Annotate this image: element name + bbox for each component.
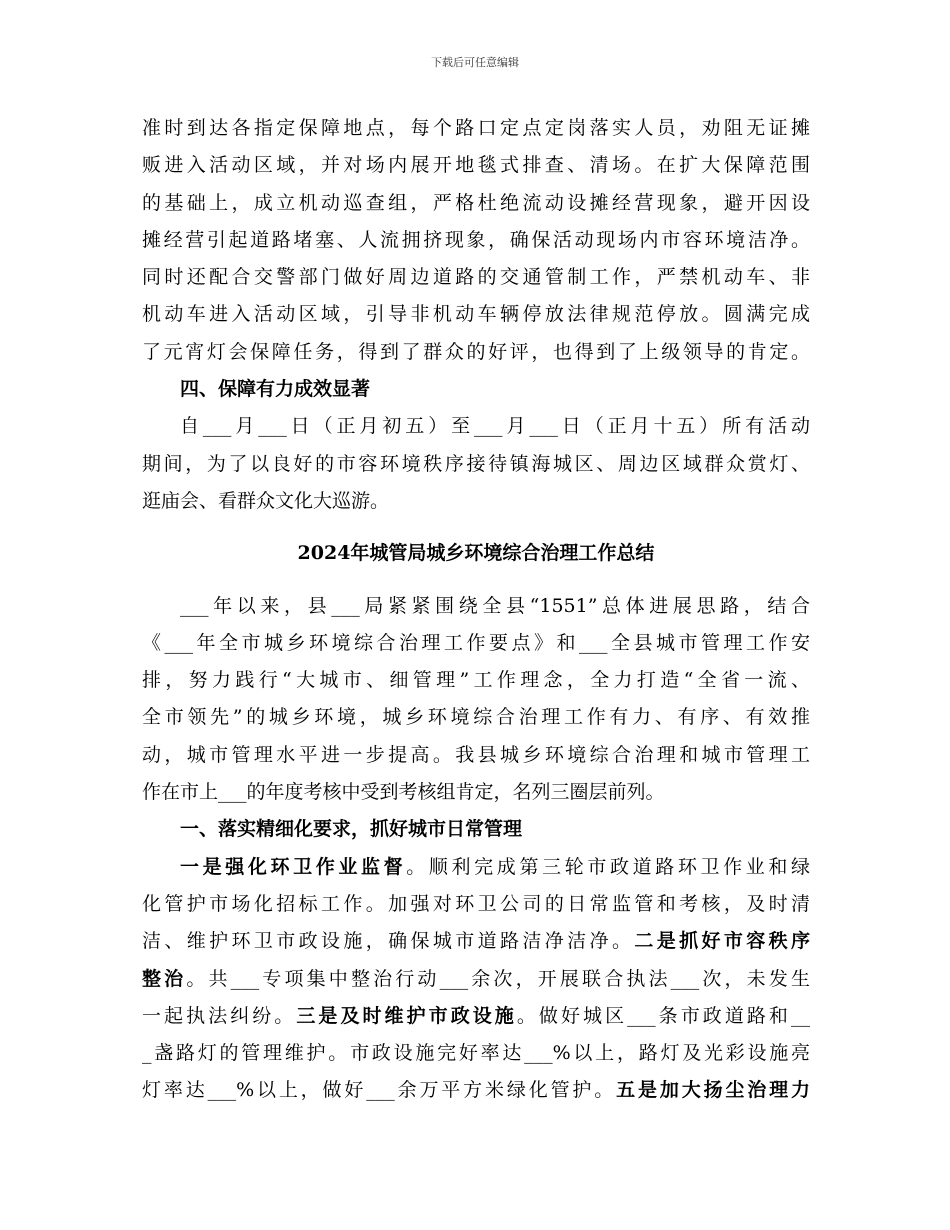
paragraph-daily-management: [142, 849, 810, 1110]
text-span: 。做好城区___条市政道路和__: [516, 1004, 810, 1027]
text-span: 灯率达___%以上，做好___余万平方米绿化管护。: [142, 1079, 617, 1102]
text-span: 洁、维护环卫市政设施，确保城市道路洁净洁净。: [142, 930, 635, 953]
bold-phrase: 一是强化环卫作业监督: [180, 855, 407, 878]
section-heading-one: 一、落实精细化要求，抓好城市日常管理: [180, 818, 523, 841]
text-line: 化管护市场化招标工作。加强对环卫公司的日常监管和考核，及时清: [142, 892, 810, 915]
text-line: 了元宵灯会保障任务，得到了群众的好评，也得到了上级领导的肯定。: [142, 340, 810, 363]
text-span: 一起执法纠纷。: [142, 1004, 297, 1027]
text-line: 动，城市管理水平进一步提高。我县城乡环境综合治理和城市管理工: [142, 743, 810, 766]
text-line: 排，努力践行“大城市、细管理”工作理念，全力打造“全省一流、: [142, 669, 810, 692]
text-line: _盏路灯的管理维护。市政设施完好率达___%以上，路灯及光彩设施亮: [142, 1042, 810, 1065]
paragraph-intro: [142, 588, 810, 812]
text-line: [142, 961, 810, 998]
text-line: 的基础上，成立机动巡查组，严格杜绝流动设摊经营现象，避开因设: [142, 191, 810, 214]
bold-phrase: 三是及时维护市政设施: [296, 1004, 517, 1027]
text-line: [142, 998, 810, 1035]
bold-phrase: 五是加大扬尘治理力: [616, 1079, 810, 1102]
text-line: 同时还配合交警部门做好周边道路的交通管制工作，严禁机动车、非: [142, 266, 810, 289]
text-line: 作在市上___的年度考核中受到考核组肯定，名列三圈层前列。: [142, 781, 665, 804]
paragraph-guarantee-work: [142, 110, 810, 371]
document-body: [142, 110, 810, 1110]
text-line: 机动车进入活动区域，引导非机动车辆停放法律规范停放。圆满完成: [142, 303, 810, 326]
section-heading-four: 四、保障有力成效显著: [180, 378, 371, 401]
text-line: 期间，为了以良好的市容环境秩序接待镇海城区、周边区域群众赏灯、: [142, 452, 810, 475]
text-line: 逛庙会、看群众文化大巡游。: [142, 489, 390, 512]
text-line: 摊经营引起道路堵塞、人流拥挤现象，确保活动现场内市容环境洁净。: [142, 228, 810, 251]
text-line: [142, 923, 810, 960]
text-line: [142, 849, 810, 886]
text-line: 准时到达各指定保障地点，每个路口定点定岗落实人员，劝阻无证摊: [142, 117, 810, 139]
text-line: 贩进入活动区域，并对场内展开地毯式排查、清场。在扩大保障范围: [142, 154, 810, 177]
text-line: [142, 1072, 810, 1109]
document-title: 2024年城管局城乡环境综合治理工作总结: [297, 542, 655, 565]
paragraph-activity-period: [142, 408, 810, 520]
text-line: 自___月___日（正月初五）至___月___日（正月十五）所有活动: [180, 415, 810, 438]
text-span: 。共___专项集中整治行动___余次，开展联合执法___次，未发生: [186, 967, 810, 990]
page-header: 下载后可任意编辑: [431, 56, 519, 69]
text-span: 。顺利完成第三轮市政道路环卫作业和绿: [406, 855, 810, 878]
text-line: ___年以来，县___局紧紧围绕全县“1551”总体进展思路，结合: [180, 594, 810, 617]
text-line: 《___年全市城乡环境综合治理工作要点》和___全县城市管理工作安: [142, 631, 810, 654]
bold-phrase: 整治: [142, 967, 187, 990]
bold-phrase: 二是抓好市容秩序: [634, 930, 810, 953]
text-line: 全市领先”的城乡环境，城乡环境综合治理工作有力、有序、有效推: [142, 706, 810, 729]
